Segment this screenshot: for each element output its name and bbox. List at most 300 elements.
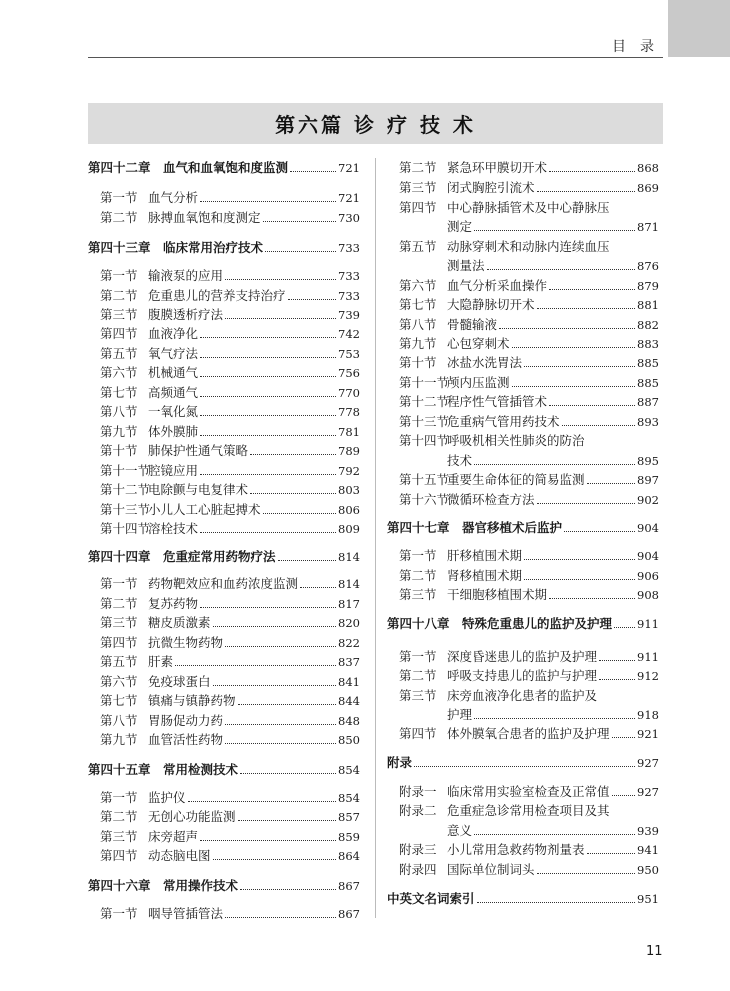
section-number: 第一节: [100, 268, 138, 283]
section-title: 微循环检查方法: [447, 492, 535, 507]
toc-section-entry: [88, 461, 360, 481]
page-ref: 820: [338, 616, 360, 630]
section-number: 第三节: [100, 615, 138, 630]
dot-leader: [599, 660, 635, 661]
dot-leader: [200, 357, 336, 358]
section-title: 腔镜应用: [148, 463, 199, 478]
dot-leader: [474, 718, 635, 719]
dot-leader: [614, 627, 635, 628]
toc-section-entry: [88, 594, 360, 614]
section-title: 肺保护性通气策略: [148, 443, 249, 458]
dot-leader: [213, 859, 337, 860]
toc-section-entry: [387, 158, 659, 178]
column-divider: [375, 158, 376, 918]
dot-leader: [612, 737, 636, 738]
section-number: 第六节: [100, 365, 138, 380]
section-number: 第四节: [399, 726, 437, 741]
toc-section-entry: [88, 266, 360, 286]
chapter-title: 附录: [387, 755, 413, 770]
page-ref: 911: [637, 617, 659, 631]
dot-leader: [524, 366, 635, 367]
toc-section-entry: [88, 672, 360, 692]
page-ref: 918: [637, 708, 659, 722]
section-title: 重要生命体征的简易监测: [447, 472, 585, 487]
section-title: 血气分析采血操作: [447, 278, 548, 293]
page-ref: 897: [637, 473, 659, 487]
section-number: 第四节: [100, 848, 138, 863]
dot-leader: [537, 191, 636, 192]
section-number: 第十节: [399, 355, 437, 370]
dot-leader: [240, 889, 336, 890]
page-ref: 742: [338, 327, 360, 341]
dot-leader: [562, 425, 636, 426]
dot-leader: [225, 646, 336, 647]
section-number: 第三节: [399, 180, 437, 195]
page-ref: 841: [338, 675, 360, 689]
section-title: 无创心功能监测: [148, 809, 236, 824]
toc-section-entry: [88, 344, 360, 364]
dot-leader: [213, 626, 337, 627]
dot-leader: [175, 665, 336, 666]
toc-section-entry: [387, 392, 659, 412]
page-ref: 789: [338, 444, 360, 458]
section-title: 药物靶效应和血药浓度监测: [148, 576, 299, 591]
dot-leader: [564, 531, 635, 532]
section-title: 测定: [447, 219, 473, 234]
toc-section-entry: [387, 490, 659, 510]
section-number: 第二节: [100, 596, 138, 611]
dot-leader: [512, 347, 636, 348]
dot-leader: [263, 513, 337, 514]
section-title: 动态脑电图: [148, 848, 211, 863]
dot-leader: [225, 279, 336, 280]
section-number: 第六节: [399, 278, 437, 293]
page-ref: 809: [338, 522, 360, 536]
page-ref: 921: [637, 727, 659, 741]
chapter-title: 第四十五章 常用检测技术: [88, 762, 239, 777]
toc-section-entry: [387, 840, 659, 860]
page-ref: 733: [338, 269, 360, 283]
section-number: 附录二: [399, 803, 437, 818]
toc-section-entry: [387, 782, 659, 802]
toc-section-entry: [88, 402, 360, 422]
dot-leader: [599, 679, 635, 680]
toc-section-entry: [88, 324, 360, 344]
toc-section-entry: [387, 585, 659, 605]
section-number: 第十四节: [399, 433, 450, 448]
page-ref: 822: [338, 636, 360, 650]
section-title: 小儿常用急救药物剂量表: [447, 842, 585, 857]
dot-leader: [587, 853, 636, 854]
section-title: 技术: [447, 453, 473, 468]
section-title: 程序性气管插管术: [447, 394, 548, 409]
dot-leader: [240, 773, 336, 774]
toc-section-entry: [88, 383, 360, 403]
dot-leader: [238, 704, 337, 705]
toc-section-entry: [88, 788, 360, 808]
page-ref: 895: [637, 454, 659, 468]
toc-chapter-entry: [387, 614, 659, 634]
page-ref: 950: [637, 863, 659, 877]
section-title: 深度昏迷患儿的监护及护理: [447, 649, 598, 664]
dot-leader: [200, 607, 336, 608]
toc-chapter-entry: [88, 876, 360, 896]
dot-leader: [537, 308, 636, 309]
dot-leader: [499, 328, 635, 329]
toc-chapter-entry: [88, 238, 360, 258]
section-number: 第三节: [100, 307, 138, 322]
page-ref: 882: [637, 318, 659, 332]
dot-leader: [213, 685, 337, 686]
page-ref: 814: [338, 577, 360, 591]
section-number: 附录三: [399, 842, 437, 857]
chapter-title: 第四十二章 血气和血氧饱和度监测: [88, 160, 289, 175]
chapter-title: 第四十八章 特殊危重患儿的监护及护理: [387, 616, 613, 631]
section-title: 闭式胸腔引流术: [447, 180, 535, 195]
section-title: 一氧化氮: [148, 404, 199, 419]
page-ref: 803: [338, 483, 360, 497]
chapter-title: 第四十四章 危重症常用药物疗法: [88, 549, 276, 564]
section-number: 第八节: [399, 317, 437, 332]
dot-leader: [225, 724, 336, 725]
section-number: 第二节: [100, 809, 138, 824]
page-ref: 951: [637, 892, 659, 906]
section-number: 第一节: [100, 576, 138, 591]
section-title: 镇痛与镇静药物: [148, 693, 236, 708]
section-number: 第一节: [399, 548, 437, 563]
dot-leader: [549, 171, 635, 172]
dot-leader: [200, 532, 336, 533]
dot-leader: [537, 873, 636, 874]
toc-section-entry: [387, 431, 659, 451]
page-ref: 867: [338, 879, 360, 893]
page-ref: 904: [637, 549, 659, 563]
toc-section-entry: [387, 217, 659, 237]
page-ref: 868: [637, 161, 659, 175]
section-title: 肝素: [148, 654, 174, 669]
toc-section-entry: [387, 198, 659, 218]
section-title: 高频通气: [148, 385, 199, 400]
toc-section-entry: [88, 188, 360, 208]
section-title: 危重症急诊常用检查项目及其: [447, 803, 610, 818]
dot-leader: [549, 405, 635, 406]
toc-section-entry: [387, 315, 659, 335]
toc-section-entry: [387, 666, 659, 686]
page-ref: 927: [637, 756, 659, 770]
section-title: 机械通气: [148, 365, 199, 380]
section-title: 体外膜肺: [148, 424, 199, 439]
section-title: 危重患儿的营养支持治疗: [148, 288, 286, 303]
section-number: 第五节: [100, 346, 138, 361]
page-ref: 792: [338, 464, 360, 478]
dot-leader: [200, 396, 336, 397]
chapter-title: 第四十三章 临床常用治疗技术: [88, 240, 264, 255]
page-ref: 753: [338, 347, 360, 361]
toc-section-entry: [387, 705, 659, 725]
toc-chapter-entry: [88, 760, 360, 780]
section-number: 第十六节: [399, 492, 450, 507]
chapter-title: 第四十七章 器官移植术后监护: [387, 520, 563, 535]
dot-leader: [225, 917, 336, 918]
section-title: 测量法: [447, 258, 485, 273]
dot-leader: [200, 840, 336, 841]
page-ref: 911: [637, 650, 659, 664]
dot-leader: [487, 269, 636, 270]
page-ref: 781: [338, 425, 360, 439]
page-ref: 837: [338, 655, 360, 669]
toc-section-entry: [387, 470, 659, 490]
dot-leader: [225, 743, 336, 744]
toc-section-entry: [88, 807, 360, 827]
section-number: 第十二节: [399, 394, 450, 409]
section-title: 血气分析: [148, 190, 199, 205]
section-title: 大隐静脉切开术: [447, 297, 535, 312]
section-title: 呼吸支持患儿的监护与护理: [447, 668, 598, 683]
dot-leader: [477, 902, 636, 903]
page-ref: 927: [637, 785, 659, 799]
toc-section-entry: [88, 480, 360, 500]
toc-section-entry: [387, 373, 659, 393]
toc-section-entry: [387, 237, 659, 257]
dot-leader: [250, 493, 336, 494]
page-ref: 854: [338, 763, 360, 777]
section-title: 抗微生物药物: [148, 635, 224, 650]
section-number: 第九节: [100, 424, 138, 439]
page-ref: 730: [338, 211, 360, 225]
dot-leader: [200, 201, 336, 202]
toc-chapter-entry: [387, 518, 659, 538]
toc-section-entry: [387, 256, 659, 276]
section-title: 骨髓输液: [447, 317, 498, 332]
toc-section-entry: [387, 546, 659, 566]
toc-chapter-entry: [387, 889, 659, 909]
page-ref: 739: [338, 308, 360, 322]
page-ref: 871: [637, 220, 659, 234]
toc-section-entry: [387, 451, 659, 471]
section-number: 第八节: [100, 404, 138, 419]
part-title: 第六篇 诊 疗 技 术: [275, 113, 476, 137]
dot-leader: [200, 415, 336, 416]
section-title: 复苏药物: [148, 596, 199, 611]
page-ref: 939: [637, 824, 659, 838]
page-ref: 879: [637, 279, 659, 293]
toc-section-entry: [387, 821, 659, 841]
section-number: 第二节: [100, 210, 138, 225]
toc-section-entry: [88, 208, 360, 228]
toc-section-entry: [88, 730, 360, 750]
page-ref: 721: [338, 191, 360, 205]
dot-leader: [474, 230, 635, 231]
dot-leader: [549, 289, 635, 290]
section-number: 第十三节: [100, 502, 151, 517]
page-ref: 885: [637, 376, 659, 390]
toc-section-entry: [88, 286, 360, 306]
toc-section-entry: [88, 691, 360, 711]
toc-section-entry: [387, 334, 659, 354]
section-number: 第四节: [399, 200, 437, 215]
section-title: 动脉穿刺术和动脉内连续血压: [447, 239, 610, 254]
toc-chapter-entry: [387, 753, 659, 773]
page-ref: 844: [338, 694, 360, 708]
toc-section-entry: [88, 500, 360, 520]
section-title: 颅内压监测: [447, 375, 510, 390]
section-number: 附录四: [399, 862, 437, 877]
section-number: 第三节: [100, 829, 138, 844]
dot-leader: [288, 299, 337, 300]
dot-leader: [188, 801, 337, 802]
toc-section-entry: [88, 519, 360, 539]
toc-section-entry: [387, 566, 659, 586]
toc-section-entry: [387, 724, 659, 744]
section-title: 护理: [447, 707, 473, 722]
dot-leader: [537, 503, 636, 504]
section-number: 第五节: [100, 654, 138, 669]
toc-section-entry: [88, 711, 360, 731]
dot-leader: [278, 560, 337, 561]
toc-section-entry: [387, 412, 659, 432]
section-title: 免疫球蛋白: [148, 674, 211, 689]
section-title: 监护仪: [148, 790, 186, 805]
section-number: 第八节: [100, 713, 138, 728]
dot-leader: [225, 318, 336, 319]
toc-section-entry: [88, 846, 360, 866]
section-number: 第十一节: [100, 463, 151, 478]
toc-section-entry: [88, 633, 360, 653]
dot-leader: [200, 474, 336, 475]
section-title: 呼吸机相关性肺炎的防治: [447, 433, 585, 448]
page-ref: 756: [338, 366, 360, 380]
toc-section-entry: [88, 441, 360, 461]
page-ref: 908: [637, 588, 659, 602]
dot-leader: [200, 376, 336, 377]
toc-section-entry: [88, 363, 360, 383]
chapter-title: 第四十六章 常用操作技术: [88, 878, 239, 893]
section-title: 冰盐水洗胃法: [447, 355, 523, 370]
dot-leader: [238, 820, 337, 821]
section-number: 第一节: [399, 649, 437, 664]
section-number: 第十三节: [399, 414, 450, 429]
dot-leader: [250, 454, 336, 455]
page-ref: 902: [637, 493, 659, 507]
dot-leader: [263, 221, 337, 222]
dot-leader: [300, 587, 336, 588]
toc-section-entry: [88, 827, 360, 847]
dot-leader: [265, 251, 336, 252]
page-ref: 806: [338, 503, 360, 517]
section-title: 咽导管插管法: [148, 906, 224, 921]
section-number: 第二节: [399, 668, 437, 683]
toc-section-entry: [387, 295, 659, 315]
page-ref: 904: [637, 521, 659, 535]
page-ref: 770: [338, 386, 360, 400]
section-number: 第二节: [399, 160, 437, 175]
section-number: 第五节: [399, 239, 437, 254]
dot-leader: [200, 337, 336, 338]
toc-section-entry: [387, 647, 659, 667]
toc-section-entry: [88, 574, 360, 594]
dot-leader: [290, 171, 336, 172]
toc-section-entry: [387, 178, 659, 198]
page-ref: 941: [637, 843, 659, 857]
section-title: 中心静脉插管术及中心静脉压: [447, 200, 610, 215]
section-number: 第九节: [100, 732, 138, 747]
section-title: 小儿人工心脏起搏术: [148, 502, 261, 517]
page-ref: 817: [338, 597, 360, 611]
page-ref: 885: [637, 356, 659, 370]
dot-leader: [414, 766, 635, 767]
header-title: 目录: [612, 39, 668, 55]
dot-leader: [512, 386, 636, 387]
page-ref: 814: [338, 550, 360, 564]
section-number: 第十五节: [399, 472, 450, 487]
page-ref: 733: [338, 241, 360, 255]
page-ref: 848: [338, 714, 360, 728]
section-number: 第十二节: [100, 482, 151, 497]
toc-section-entry: [387, 686, 659, 706]
section-title: 肝移植围术期: [447, 548, 523, 563]
section-number: 第一节: [100, 790, 138, 805]
dot-leader: [200, 435, 336, 436]
page-ref: 850: [338, 733, 360, 747]
section-number: 第十一节: [399, 375, 450, 390]
section-title: 体外膜氧合患者的监护及护理: [447, 726, 610, 741]
section-number: 第三节: [399, 688, 437, 703]
toc-section-entry: [387, 353, 659, 373]
toc-section-entry: [387, 860, 659, 880]
section-title: 胃肠促动力药: [148, 713, 224, 728]
page-ref: 864: [338, 849, 360, 863]
section-title: 紧急环甲膜切开术: [447, 160, 548, 175]
section-number: 第四节: [100, 326, 138, 341]
page-ref: 887: [637, 395, 659, 409]
section-title: 床旁超声: [148, 829, 199, 844]
section-number: 第一节: [100, 906, 138, 921]
page-number: 11: [646, 944, 663, 959]
page-ref: 906: [637, 569, 659, 583]
page-ref: 876: [637, 259, 659, 273]
toc-chapter-entry: [88, 158, 360, 178]
page-ref: 869: [637, 181, 659, 195]
section-title: 糖皮质激素: [148, 615, 211, 630]
section-number: 第九节: [399, 336, 437, 351]
section-title: 腹膜透析疗法: [148, 307, 224, 322]
section-title: 氧气疗法: [148, 346, 199, 361]
page-ref: 867: [338, 907, 360, 921]
page-ref: 859: [338, 830, 360, 844]
part-banner: [88, 103, 663, 144]
section-title: 肾移植围术期: [447, 568, 523, 583]
toc-section-entry: [88, 904, 360, 924]
page-ref: 721: [338, 161, 360, 175]
section-title: 临床常用实验室检查及正常值: [447, 784, 610, 799]
dot-leader: [474, 834, 635, 835]
section-number: 第一节: [100, 190, 138, 205]
page-ref: 893: [637, 415, 659, 429]
section-number: 第七节: [100, 385, 138, 400]
dot-leader: [549, 598, 635, 599]
section-title: 血液净化: [148, 326, 199, 341]
header-tab: [668, 0, 730, 57]
section-number: 第二节: [100, 288, 138, 303]
section-number: 附录一: [399, 784, 437, 799]
section-title: 干细胞移植围术期: [447, 587, 548, 602]
toc-chapter-entry: [88, 547, 360, 567]
section-number: 第二节: [399, 568, 437, 583]
section-title: 溶栓技术: [148, 521, 199, 536]
section-number: 第十四节: [100, 521, 151, 536]
dot-leader: [524, 579, 635, 580]
toc-section-entry: [387, 801, 659, 821]
